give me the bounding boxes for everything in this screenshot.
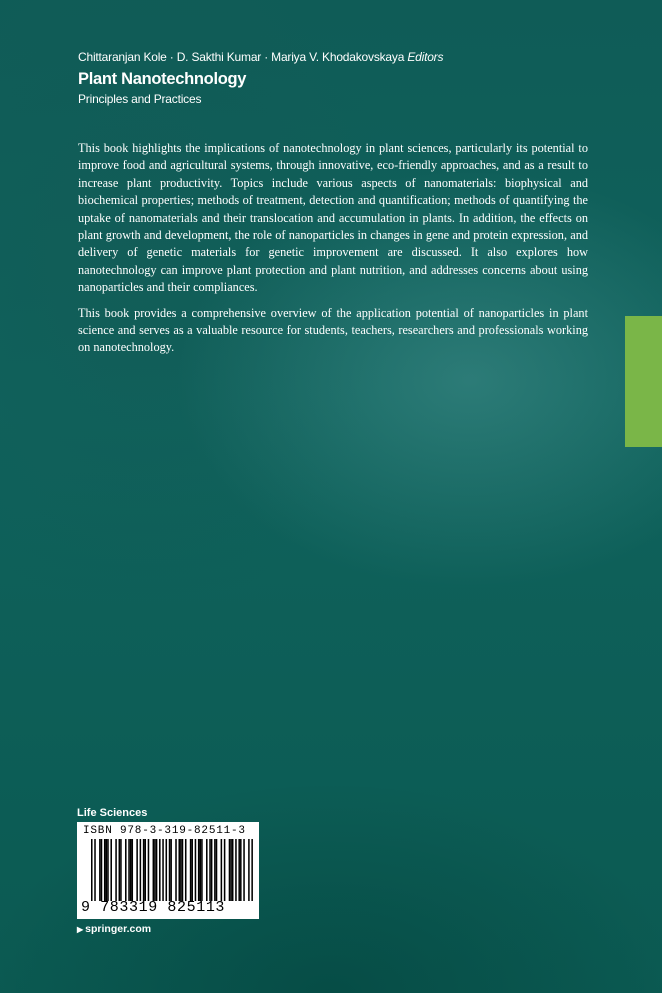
barcode-bar [180, 839, 182, 901]
barcode-bar [107, 839, 109, 901]
barcode-bar [198, 839, 200, 901]
barcode-bar [248, 839, 250, 901]
barcode-bar [238, 839, 240, 901]
barcode-bar [232, 839, 234, 901]
cover-header [78, 48, 598, 108]
editor-names: Chittaranjan Kole · D. Sakthi Kumar · Mariya V. Khodakovskaya [78, 50, 405, 64]
barcode-bar [221, 839, 223, 901]
barcode-bar [153, 839, 155, 901]
description-paragraph-1: This book highlights the implications of nanotechnology in plant sciences, particularly its potential to improve food and agricultural systems, through innovative, eco-friendly approaches, and as a result to increase plant productivity. Topics include various aspects of nanomaterials: biophysical and biochemical properties; methods of treatment, detection and quantification; methods of quantifying the uptake of nanomaterials and their translocation and accumulation in plants. In addition, the effects on plant growth and development, the role of nanoparticles in changes in gene and protein expression, and delivery of genetic materials for genetic improvement are discussed. It also explores how nanotechnology can improve plant protection and plant nutrition, and addresses concerns about using nanoparticles and their compliances. [78, 141, 588, 295]
barcode-bar [216, 839, 218, 901]
barcode-bar [159, 839, 161, 901]
barcode-bar [101, 839, 103, 901]
book-description [78, 140, 588, 365]
barcode-bar [201, 839, 203, 901]
barcode-bar [115, 839, 117, 901]
publisher-url: springer.com [85, 923, 152, 935]
barcode-image [91, 839, 253, 901]
barcode-bar [156, 839, 158, 901]
barcode-bar [169, 839, 171, 901]
barcode-bar [119, 839, 121, 901]
barcode-bar [132, 839, 134, 901]
barcode-digits: 9 783319 825113 [81, 899, 226, 916]
barcode-bar [178, 839, 180, 901]
barcode-bar [224, 839, 226, 901]
barcode-bar [94, 839, 96, 901]
barcode-bar [206, 839, 208, 901]
barcode-bar [106, 839, 108, 901]
accent-color-bar [625, 316, 662, 447]
barcode-bar [140, 839, 142, 901]
barcode-bar [214, 839, 216, 901]
barcode-bar [162, 839, 164, 901]
barcode-bar [185, 839, 187, 901]
isbn-label: ISBN 978-3-319-82511-3 [83, 825, 246, 837]
barcode-bar [125, 839, 127, 901]
subject-category: Life Sciences [77, 807, 148, 819]
barcode-bar [195, 839, 197, 901]
barcode-bar [230, 839, 232, 901]
isbn-barcode-box [77, 822, 259, 919]
barcode-bar [243, 839, 245, 901]
barcode-bar [175, 839, 177, 901]
barcode-bar [191, 839, 193, 901]
cover-footer [77, 806, 259, 937]
barcode-bar [166, 839, 168, 901]
description-paragraph-2: This book provides a comprehensive overview of the application potential of nanoparticles in plant science and serves as a valuable resource for students, teachers, researchers and professionals working on nanotechnology. [78, 305, 588, 355]
barcode-bar [209, 839, 211, 901]
barcode-bar [136, 839, 138, 901]
barcode-bar [240, 839, 242, 901]
barcode-bar [154, 839, 156, 901]
barcode-bar [128, 839, 130, 901]
barcode-bar [148, 839, 150, 901]
barcode-bar [104, 839, 106, 901]
barcode-bar [143, 839, 145, 901]
barcode-bar [182, 839, 184, 901]
barcode-bar [211, 839, 213, 901]
barcode-bar [229, 839, 231, 901]
barcode-bar [144, 839, 146, 901]
editors-role: Editors [407, 50, 444, 64]
arrow-right-icon: ▶ [77, 925, 84, 934]
book-title: Plant Nanotechnology [78, 70, 247, 88]
barcode-bar [99, 839, 101, 901]
barcode-bar [110, 839, 112, 901]
barcode-bar [130, 839, 132, 901]
barcode-bar [91, 839, 93, 901]
book-subtitle: Principles and Practices [78, 92, 202, 106]
barcode-bar [251, 839, 253, 901]
barcode-bar [200, 839, 202, 901]
barcode-bar [190, 839, 192, 901]
barcode-bar [170, 839, 172, 901]
barcode-bar [235, 839, 237, 901]
editors-line [78, 48, 598, 66]
barcode-bar [120, 839, 122, 901]
publisher-link[interactable] [77, 922, 259, 937]
